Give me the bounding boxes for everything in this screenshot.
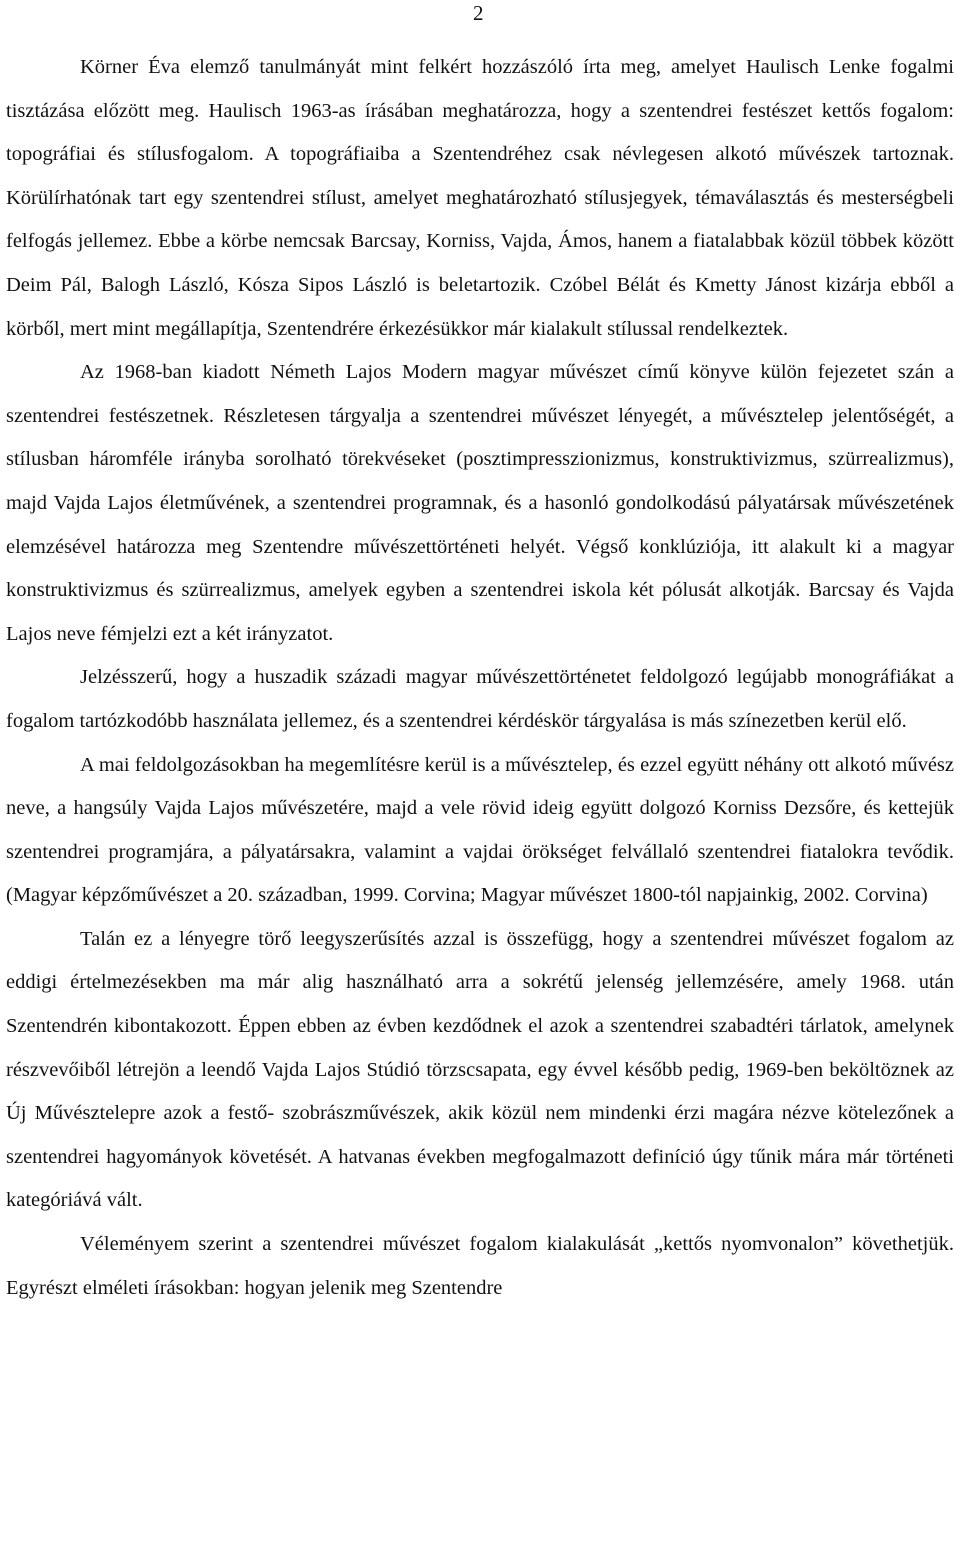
page-number: 2 <box>473 1 484 25</box>
document-body <box>6 46 954 1310</box>
paragraph-mai-feldolgozasok: A mai feldolgozásokban ha megemlítésre kerül is a művésztelep, és ezzel együtt néhány ott alkotó művész neve, a hangsúly Vajda Lajos művészetére, majd a vele rövid ideig együtt dolgozó Korniss Dezsőre, és kettejük szentendrei programjára, a pályatársakra, valamint a vajdai örökséget felvállaló szentendrei fiatalokra tevődik. (Magyar képzőművészet a 20. században, 1999. Corvina; Magyar művészet 1800-tól napjainkig, 2002. Corvina) <box>6 753 954 907</box>
paragraph-monografiak: Jelzésszerű, hogy a huszadik századi magyar művészettörténetet feldolgozó legújabb monográfiákat a fogalom tartózkodóbb használata jellemez, és a szentendrei kérdéskör tárgyalása is más színezetben kerül elő. <box>6 666 954 732</box>
paragraph-korner-eva: Körner Éva elemző tanulmányát mint felkért hozzászóló írta meg, amelyet Haulisch Lenke fogalmi tisztázása előzött meg. Haulisch 1963-as írásában meghatározza, hogy a szentendrei festészet kettős fogalom: topográfiai és stílusfogalom. A topográfiaiba a Szentendréhez csak névlegesen alkotó művészek tartoznak. Körülírhatónak tart egy szentendrei stílust, amelyet meghatározható stílusjegyek, témaválasztás és mesterségbeli felfogás jellemez. Ebbe a körbe nemcsak Barcsay, Korniss, Vajda, Ámos, hanem a fiatalabbak közül többek között Deim Pál, Balogh László, Kósza Sipos László is beletartozik. Czóbel Bélát és Kmetty Jánost kizárja ebből a körből, mert mint megállapítja, Szentendrére érkezésükkor már kialakult stílussal rendelkeztek. <box>6 56 954 340</box>
paragraph-leegyszerusites: Talán ez a lényegre törő leegyszerűsítés azzal is összefügg, hogy a szentendrei művészet fogalom az eddigi értelmezésekben ma már alig használható arra a sokrétű jelenség jellemzésére, amely 1968. után Szentendrén kibontakozott. Éppen ebben az évben kezdődnek el azok a szentendrei szabadtéri tárlatok, amelynek részvevőiből létrejön a leendő Vajda Lajos Stúdió törzscsapata, egy évvel később pedig, 1969-ben beköltöznek az Új Művésztelepre azok a festő- szobrászművészek, akik közül nem mindenki érzi magára nézve kötelezőnek a szentendrei hagyományok követését. A hatvanas években megfogalmazott definíció úgy tűnik mára már történeti kategóriává vált. <box>6 927 954 1212</box>
paragraph-velemenyem: Véleményem szerint a szentendrei művészet fogalom kialakulását „kettős nyomvonalon” követhetjük. Egyrészt elméleti írásokban: hogyan jelenik meg Szentendre <box>6 1233 954 1299</box>
paragraph-nemeth-lajos: Az 1968-ban kiadott Németh Lajos Modern magyar művészet című könyve külön fejezetet szán a szentendrei festészetnek. Részletesen tárgyalja a szentendrei művészet lényegét, a művésztelep jelentőségét, a stílusban háromféle irányba sorolható törekvéseket (posztimpresszionizmus, konstruktivizmus, szürrealizmus), majd Vajda Lajos életművének, a szentendrei programnak, és a hasonló gondolkodású pályatársak művészetének elemzésével határozza meg Szentendre művészettörténeti helyét. Végső konklúziója, itt alakult ki a magyar konstruktivizmus és szürrealizmus, amelyek egyben a szentendrei iskola két pólusát alkotják. Barcsay és Vajda Lajos neve fémjelzi ezt a két irányzatot. <box>6 361 954 645</box>
